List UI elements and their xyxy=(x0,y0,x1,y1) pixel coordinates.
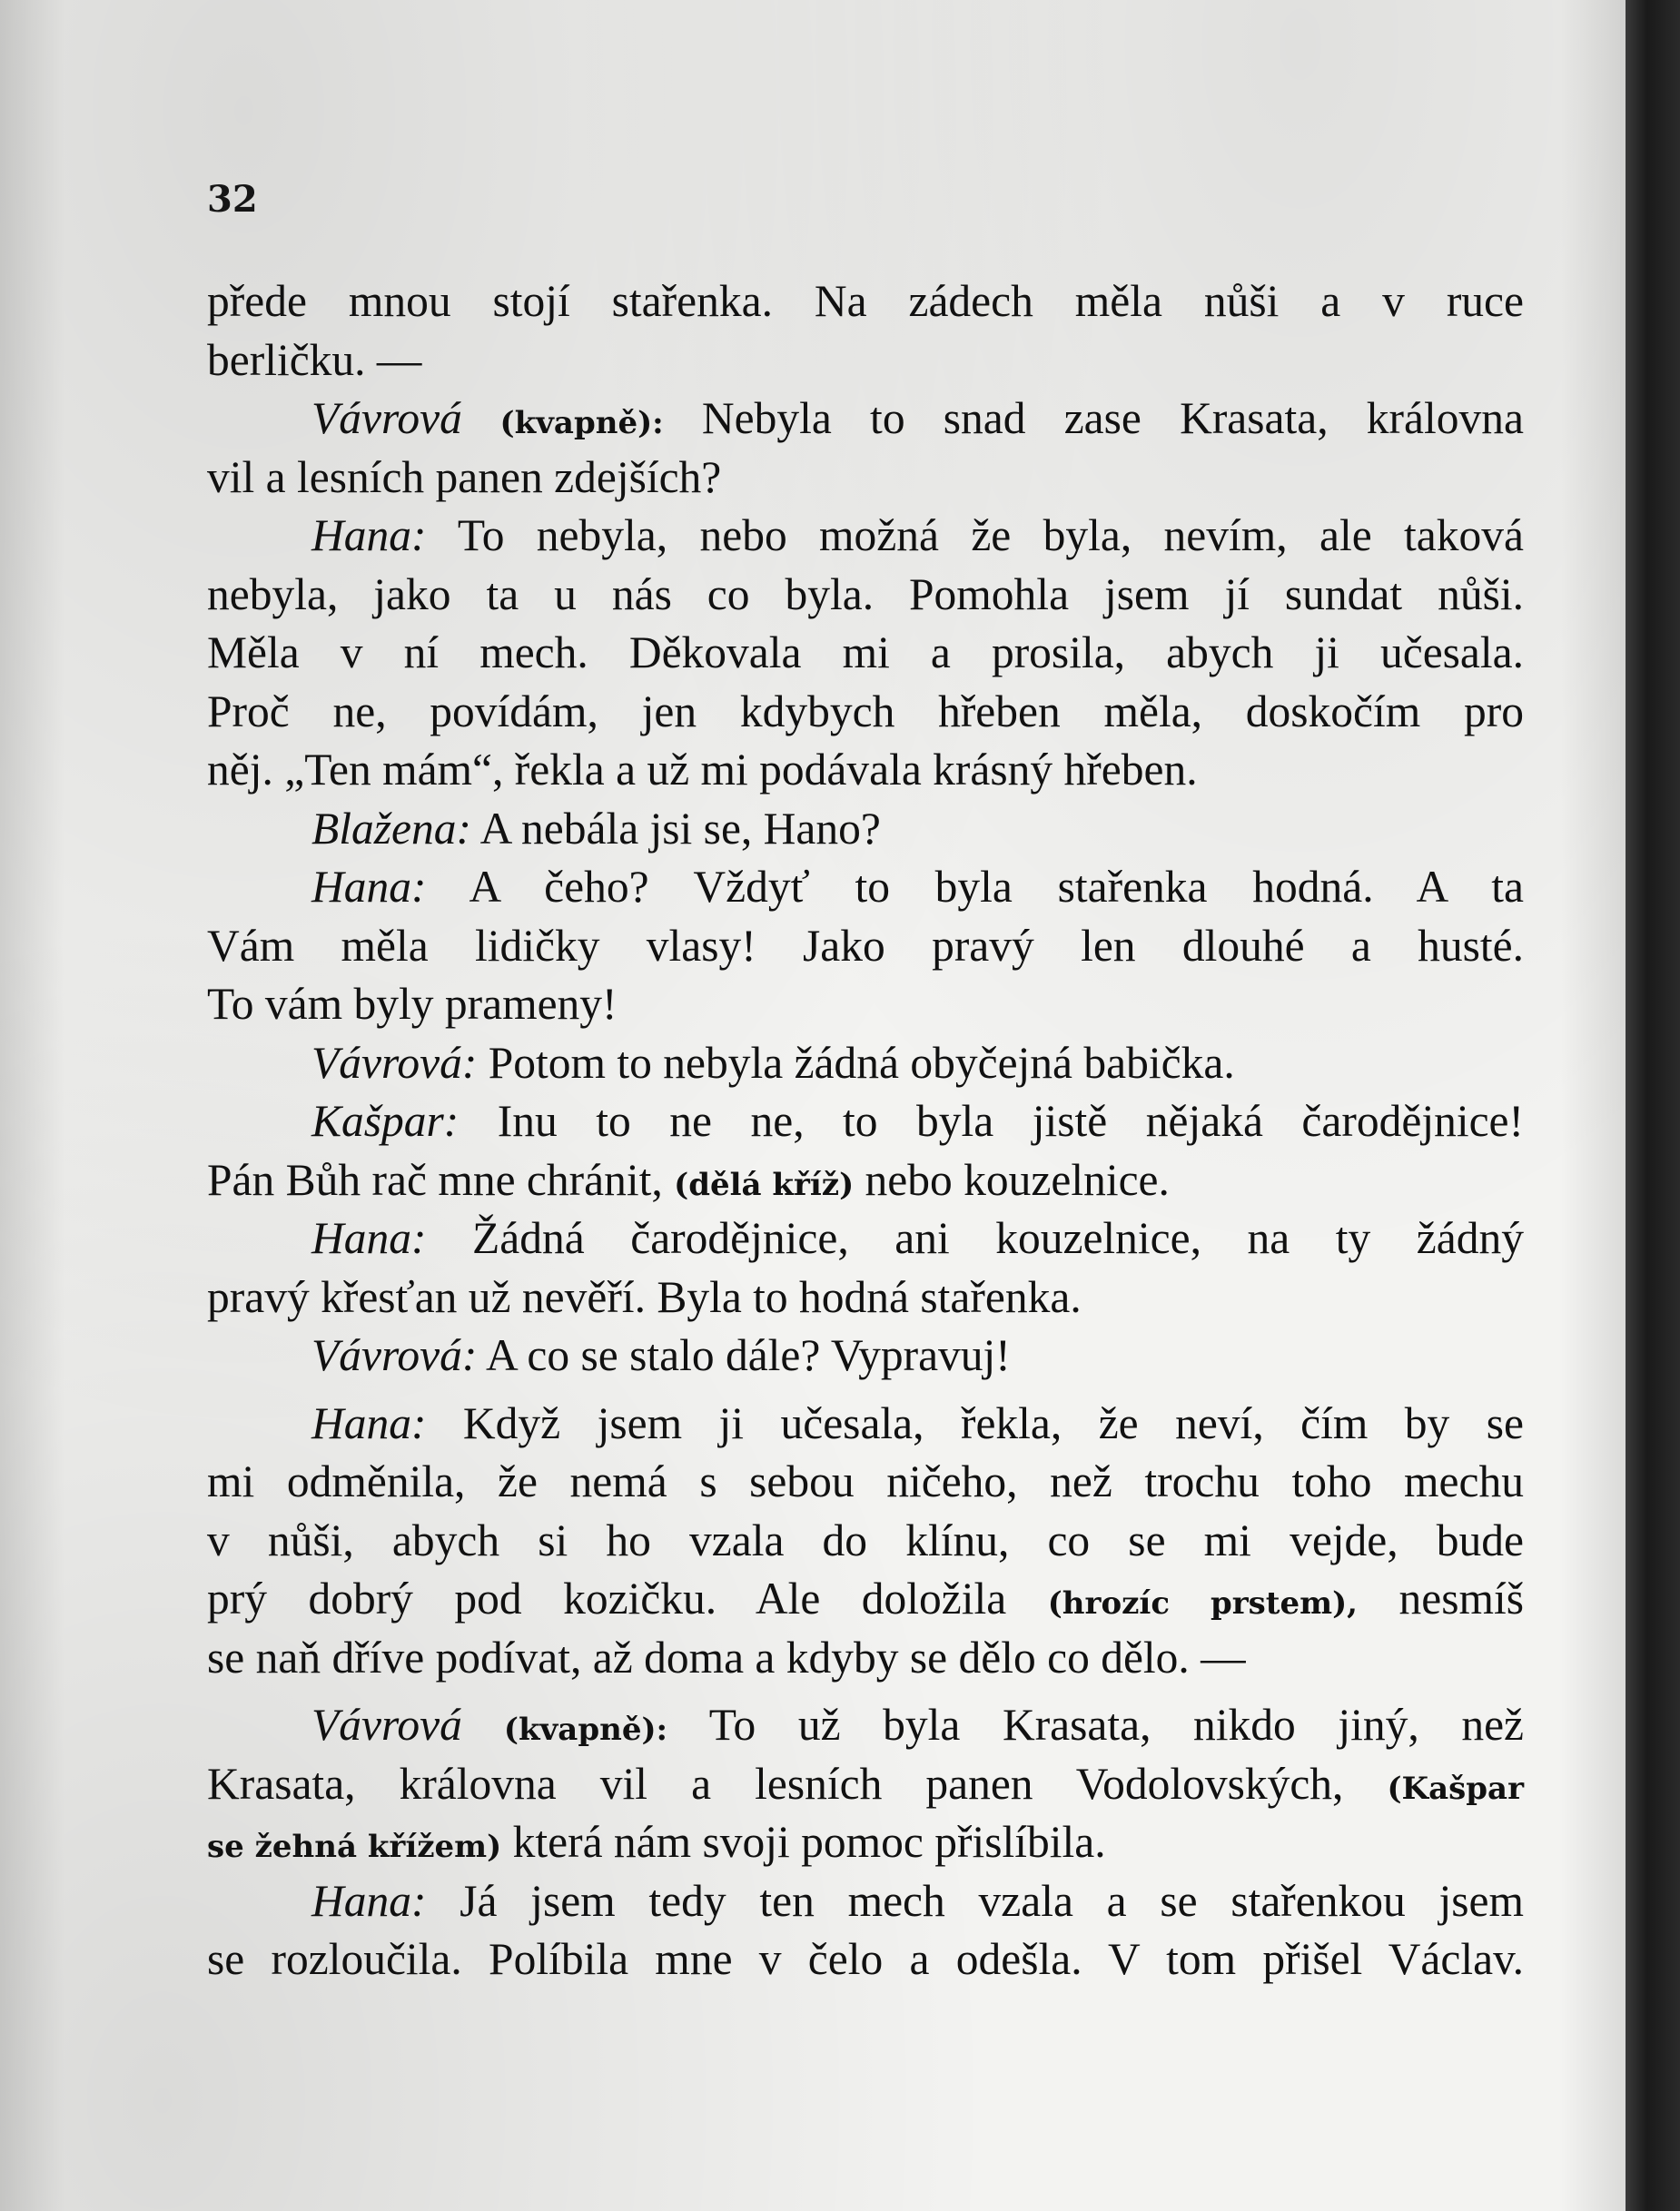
line-text: A nebála jsi se, Hano? xyxy=(470,803,881,854)
text-line xyxy=(207,858,1524,917)
text-line xyxy=(207,272,1524,331)
line-text: přede mnou stojí stařenka. Na zádech měla nůši a v ruce xyxy=(207,276,1524,326)
text-line xyxy=(207,624,1524,683)
text-line xyxy=(207,1813,1524,1872)
text-line xyxy=(207,1453,1524,1512)
text-line xyxy=(207,741,1524,800)
stage-direction: (hrozíc prstem), xyxy=(1047,1585,1359,1622)
text-line xyxy=(207,1034,1524,1093)
text-line xyxy=(207,566,1524,625)
line-text: A co se stalo dále? Vypravuj! xyxy=(477,1330,1011,1380)
line-text: mi odměnila, že nemá s sebou ničeho, než trochu toho mechu xyxy=(207,1456,1524,1506)
line-text: To vám byly prameny! xyxy=(207,979,618,1029)
speaker-name: Vávrová: xyxy=(311,1330,478,1380)
speaker-name: Vávrová xyxy=(311,1700,462,1750)
speaker-name: Kašpar: xyxy=(311,1096,460,1146)
speaker-name: Vávrová: xyxy=(311,1037,478,1088)
text-line xyxy=(207,683,1524,742)
text-line xyxy=(207,975,1524,1034)
stage-direction: (dělá kříž) xyxy=(674,1166,855,1203)
speaker-name: Hana: xyxy=(311,1397,427,1448)
line-text: vil a lesních panen zdejších? xyxy=(207,451,722,502)
line-text: A čeho? Vždyť to byla stařenka hodná. A ta xyxy=(426,862,1524,912)
line-text: nesmíš xyxy=(1358,1574,1524,1624)
text-line xyxy=(207,917,1524,976)
speaker-name: Vávrová xyxy=(311,393,462,443)
line-text: prý dobrý pod kozičku. Ale doložila xyxy=(207,1574,1048,1624)
scan-background-edge xyxy=(1626,0,1680,2211)
speaker-name: Hana: xyxy=(311,1213,427,1263)
line-text: pravý křesťan už nevěří. Byla to hodná stařenka. xyxy=(207,1271,1082,1322)
text-line xyxy=(207,1151,1524,1210)
text-line xyxy=(207,1395,1524,1454)
text-line xyxy=(207,507,1524,566)
text-line xyxy=(207,1327,1524,1386)
line-text: Inu to ne ne, to byla jistě nějaká čarodějnice! xyxy=(459,1096,1524,1146)
text-line xyxy=(207,390,1524,449)
line-text: Vám měla lidičky vlasy! Jako pravý len dlouhé a husté. xyxy=(207,920,1524,971)
line-text: berličku. — xyxy=(207,334,422,385)
text-line xyxy=(207,1570,1524,1629)
text-line xyxy=(207,1629,1524,1688)
text-line xyxy=(207,800,1524,859)
text-line xyxy=(207,331,1524,390)
line-text: Měla v ní mech. Děkovala mi a prosila, abych ji učesala. xyxy=(207,627,1524,677)
line-text: Proč ne, povídám, jen kdybych hřeben měla, doskočím pro xyxy=(207,686,1524,736)
line-text: v nůši, abych si ho vzala do klínu, co se mi vejde, bude xyxy=(207,1515,1524,1565)
line-text: To nebyla, nebo možná že byla, nevím, ale taková xyxy=(426,510,1524,560)
line-text: To už byla Krasata, nikdo jiný, než xyxy=(667,1700,1525,1750)
line-text: něj. „Ten mám“, řekla a už mi podávala krásný hřeben. xyxy=(207,745,1198,795)
stage-direction: (kvapně): xyxy=(461,405,664,441)
page-text xyxy=(207,272,1524,1989)
text-line xyxy=(207,1696,1524,1755)
speaker-name: Blažena: xyxy=(311,803,471,854)
text-line xyxy=(207,1268,1524,1328)
line-text: nebyla, jako ta u nás co byla. Pomohla jsem jí sundat nůši. xyxy=(207,568,1524,619)
text-line xyxy=(207,1512,1524,1571)
page-number: 32 xyxy=(207,178,258,221)
line-text: se rozloučila. Políbila mne v čelo a odešla. V tom přišel Václav. xyxy=(207,1934,1524,1984)
text-line xyxy=(207,1755,1524,1814)
stage-direction: (kvapně): xyxy=(461,1712,668,1748)
line-text: Nebyla to snad zase Krasata, královna xyxy=(663,393,1524,443)
line-text: se naň dříve podívat, až doma a kdyby se dělo co dělo. — xyxy=(207,1632,1246,1683)
speaker-name: Hana: xyxy=(311,510,427,560)
line-text: Žádná čarodějnice, ani kouzelnice, na ty žádný xyxy=(426,1213,1524,1263)
text-line xyxy=(207,1209,1524,1268)
line-text: Krasata, královna vil a lesních panen Vodolovských, xyxy=(207,1758,1388,1809)
text-line xyxy=(207,1872,1524,1931)
text-line xyxy=(207,1092,1524,1151)
stage-direction: (Kašpar xyxy=(1387,1770,1524,1807)
line-text: která nám svoji pomoc přislíbila. xyxy=(501,1817,1106,1867)
line-text: Když jsem ji učesala, řekla, že neví, čím by se xyxy=(426,1397,1524,1448)
line-text: nebo kouzelnice. xyxy=(854,1154,1170,1205)
text-line xyxy=(207,1930,1524,1989)
speaker-name: Hana: xyxy=(311,1875,427,1926)
line-text: Pán Bůh rač mne chránit, xyxy=(207,1154,675,1205)
line-text: Potom to nebyla žádná obyčejná babička. xyxy=(477,1037,1235,1088)
stage-direction: se žehná křížem) xyxy=(207,1829,502,1865)
text-line xyxy=(207,449,1524,508)
speaker-name: Hana: xyxy=(311,862,427,912)
line-text: Já jsem tedy ten mech vzala a se stařenkou jsem xyxy=(426,1875,1524,1926)
